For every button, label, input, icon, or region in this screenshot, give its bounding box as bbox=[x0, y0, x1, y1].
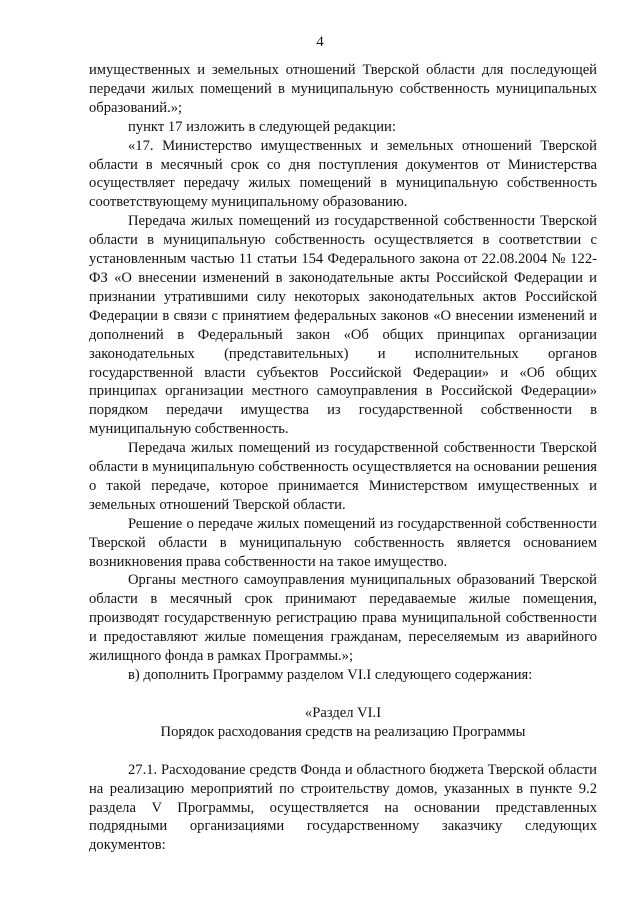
section-subtitle: Порядок расходования средств на реализацию Программы bbox=[160, 723, 526, 740]
paragraph-ownership-basis: Решение о передаче жилых помещений из государственной собственности Тверской области в муниципальную собственность является основанием возникновения права собственности на такое имущество. bbox=[89, 515, 597, 570]
page-number: 4 bbox=[316, 34, 324, 50]
paragraph-transfer-decision: Передача жилых помещений из государственной собственности Тверской области в муниципальную собственность осуществляется на основании решения о такой передаче, которое принимается Министерством имущественных и земельных отношений Тверской области. bbox=[89, 440, 597, 513]
document-body bbox=[89, 61, 597, 855]
paragraph-local-authorities: Органы местного самоуправления муниципальных образований Тверской области в месячный срок принимают передаваемые жилые помещения, производят государственную регистрацию права муниципальной собственности и предоставляют жилые помещения гражданам, переселяемым из аварийного жилищного фонда в рамках Программы.»; bbox=[89, 572, 597, 665]
paragraph-continuation: имущественных и земельных отношений Тверской области для последующей передачи жилых помещений в муниципальную собственность муниципальных образований.»; bbox=[89, 62, 597, 116]
paragraph-item-17-intro: пункт 17 изложить в следующей редакции: bbox=[128, 118, 396, 135]
paragraph-27-1: 27.1. Расходование средств Фонда и областного бюджета Тверской области на реализацию мероприятий по строительству домов, указанных в пункте 9.2 раздела V Программы, осуществляется на основании представленных подрядными организациями государственному заказчику следующих документов: bbox=[89, 761, 597, 854]
paragraph-item-17: «17. Министерство имущественных и земельных отношений Тверской области в месячный срок со дня поступления документов от Министерства осуществляет передачу жилых помещений в муниципальную собственность соответствующему муниципальному образованию. bbox=[89, 137, 597, 211]
paragraph-transfer-procedure: Передача жилых помещений из государственной собственности Тверской области в муниципальную собственность осуществляется в соответствии с установленным частью 11 статьи 154 Федерального закона от 22.08.2004 № 122-ФЗ «О внесении изменений в законодательные акты Российской Федерации и признании утратившими силу некоторых законодательных актов Российской Федерации в связи с принятием федеральных законов «О внесении изменений и дополнений в Федеральный закон «Об общих принципах организации законодательных (представительных) и исполнительных органов государственной власти субъектов Российской Федерации» и «Об общих принципах организации местного самоуправления в Российской Федерации» порядком передачи имущества из государственной собственности в муниципальную собственность. bbox=[89, 213, 597, 438]
paragraph-add-section: в) дополнить Программу разделом VI.I следующего содержания: bbox=[128, 667, 533, 683]
section-title: «Раздел VI.I bbox=[304, 704, 382, 721]
